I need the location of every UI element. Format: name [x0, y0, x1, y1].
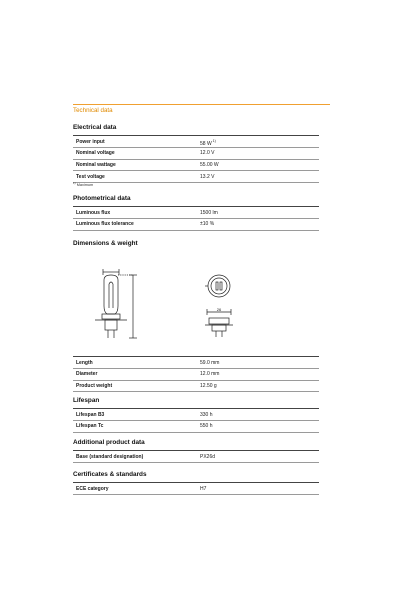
photometrical-table: [73, 206, 319, 231]
table-row: [73, 357, 319, 369]
table-row: [73, 219, 319, 231]
row-label: Nominal voltage: [76, 150, 115, 157]
table-row: [73, 207, 319, 219]
lifespan-table: [73, 408, 319, 433]
table-row: [73, 451, 319, 463]
row-value: 330 h: [200, 411, 213, 418]
additional-heading: Additional product data: [73, 439, 145, 446]
table-row: [73, 409, 319, 421]
table-row: [73, 171, 319, 183]
row-label: Luminous flux: [76, 209, 111, 216]
electrical-table: [73, 135, 319, 183]
row-label: Product weight: [76, 383, 113, 390]
footnote: $^{1)}$ Maximum: [73, 181, 94, 187]
additional-table: [73, 450, 319, 463]
row-label: Length: [76, 359, 93, 366]
row-value: 13.2 V: [200, 174, 215, 181]
row-value: 1500 lm: [200, 209, 218, 216]
row-value: 12.0 mm: [200, 371, 220, 378]
dimensions-heading: Dimensions & weight: [73, 240, 138, 247]
row-label: Luminous flux tolerance: [76, 221, 134, 228]
table-row: [73, 148, 319, 160]
dimension-label: 26: [216, 307, 222, 312]
row-label: Base (standard designation): [76, 453, 144, 460]
row-label: Power input: [76, 138, 105, 145]
row-value: 12.0 V: [200, 150, 215, 157]
row-label: Lifespan Tc: [76, 423, 104, 430]
lifespan-heading: Lifespan: [73, 397, 100, 404]
certificates-heading: Certificates & standards: [73, 471, 147, 478]
row-label: Lifespan B3: [76, 411, 105, 418]
table-row: [73, 369, 319, 381]
section-label: Technical data: [73, 107, 113, 114]
certificates-table: [73, 482, 319, 495]
base-side-drawing: [197, 306, 243, 340]
table-row: [73, 483, 319, 495]
table-row: [73, 381, 319, 393]
row-value: 59.0 mm: [200, 359, 220, 366]
row-value: 58 $W^{1)}$: [200, 138, 216, 147]
dimensions-table: [73, 356, 319, 392]
row-value: 55.00 W: [200, 162, 219, 169]
table-row: [73, 421, 319, 433]
base-top-view-drawing: [201, 268, 237, 304]
row-label: Nominal wattage: [76, 162, 116, 169]
row-label: Diameter: [76, 371, 98, 378]
table-row: [73, 160, 319, 172]
orange-divider: [73, 104, 330, 105]
row-value: H7: [200, 485, 207, 492]
row-value: PX26d: [200, 453, 216, 460]
electrical-heading: Electrical data: [73, 124, 117, 131]
row-value: ±10 %: [200, 221, 215, 228]
row-label: ECE category: [76, 485, 109, 492]
row-value: 550 h: [200, 423, 213, 430]
row-label: Test voltage: [76, 174, 105, 181]
photometrical-heading: Photometrical data: [73, 195, 131, 202]
row-value: 12.50 g: [200, 383, 217, 390]
table-row: [73, 136, 319, 148]
bulb-side-drawing: [93, 266, 153, 346]
